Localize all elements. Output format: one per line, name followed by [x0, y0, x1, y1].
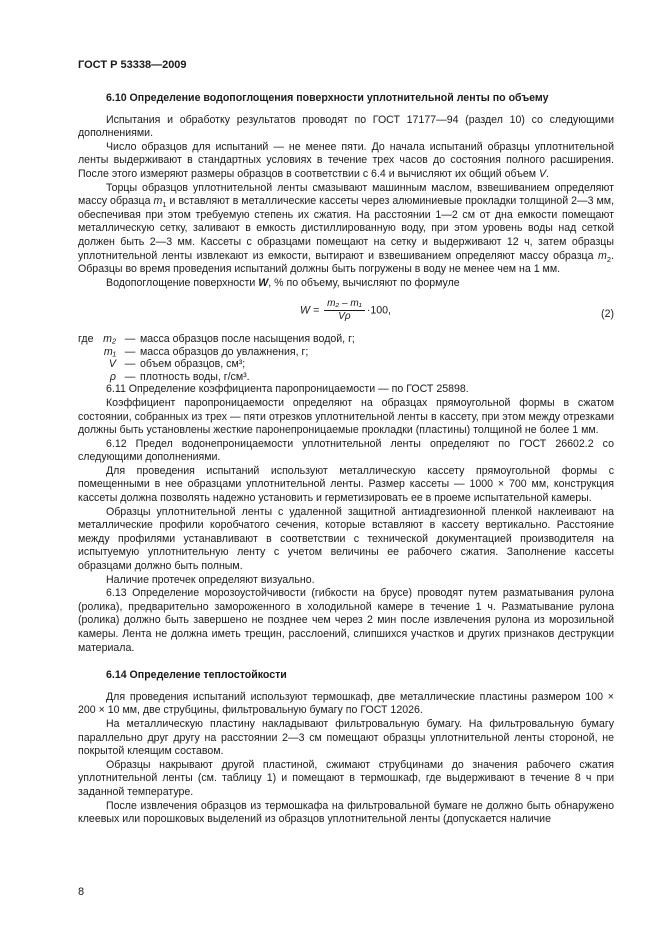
- paragraph: Торцы образцов уплотнительной ленты смазывают машинным маслом, взвешиванием определяют массу образца $m_1$ и вставляют в металлические кассеты через алюминиевые прокладки толщиной 2—3 мм, обеспечивая при этом требуемую степень их сжатия. На расстоянии 1—2 см от дна емкости помещают металлическую сетку, заливают в емкость дистиллированную воду, при этом уровень воды над сеткой должен быть 2—3 мм. Кассеты с образцами помещают на сетку и выдерживают 12 ч, затем образцы уплотнительной ленты извлекают из емкости, вытирают и взвешиванием определяют массу образца $m_2$. Образцы во время проведения испытаний должны быть погружены в воду не менее чем на 1 мм.: [78, 181, 615, 276]
- paragraph: Для проведения испытаний используют термошкаф, две металлические пластины размером 100 × 200 × 10 мм, две струбцины, фильтровальную бумагу по ГОСТ 12026.: [78, 690, 614, 717]
- formula-legend: где m₂ — масса образцов после насыщения водой, г; m₁ — масса образцов до увлажнения, г; V — объем образцов, см³; ρ — плотность воды, г/см³.: [78, 333, 355, 383]
- page-number: 8: [78, 886, 85, 898]
- paragraph: Число образцов для испытаний — не менее пяти. До начала испытаний образцы уплотнительной ленты выдерживают в стандартных условиях в течение трех часов до состояния полного расширения. После этого измеряют размеры образцов в соответствии с 6.4 и вычисляют их общий объем V.: [78, 140, 614, 180]
- section-heading-6-14: 6.14 Определение теплостойкости: [106, 669, 287, 682]
- document-body: [78, 92, 614, 827]
- formula-expression: W = $\frac{\text{m₂ – m₁}}{V\rho}$ ·100,: [300, 298, 391, 323]
- section-heading-6-10: 6.10 Определение водопоглощения поверхности уплотнительной ленты по объему: [106, 92, 549, 104]
- formula-number: (2): [601, 308, 614, 321]
- paragraph: 6.13 Определение морозоустойчивости (гибкости на брусе) проводят путем разматывания рулона (ролика), предварительно замороженного в холодильной камере в течение 1 ч. Разматывание рулона (ролика) должно быть завершено не позднее чем через 2 мин после извлечения рулона из морозильной камеры. Лента не должна иметь трещин, расслоений, слипшихся участков и других признаков деструкции материала.: [78, 587, 614, 654]
- document-id: ГОСТ Р 53338—2009: [78, 59, 187, 71]
- paragraph: Водопоглощение поверхности W, % по объему, вычисляют по формуле: [106, 276, 460, 289]
- paragraph: Образцы накрывают другой пластиной, сжимают струбцинами до значения рабочего сжатия уплотнительной ленты (см. таблицу 1) и помещают в термошкаф, где выдерживают в течение 8 ч при заданной температуре.: [78, 758, 614, 798]
- paragraph: 6.12 Предел водонепроницаемости уплотнительной ленты определяют по ГОСТ 26602.2 со следующими дополнениями.: [78, 437, 614, 464]
- paragraph: Наличие протечек определяют визуально.: [106, 573, 315, 586]
- paragraph: 6.11 Определение коэффициента паропроницаемости — по ГОСТ 25898.: [106, 383, 469, 396]
- formula-2: [78, 294, 614, 330]
- paragraph: На металлическую пластину накладывают фильтровальную бумагу. На фильтровальную бумагу параллельно друг другу на расстоянии 2—3 см помещают образцы уплотнительной ленты стороной, не покрытой клеящим составом.: [78, 717, 614, 758]
- paragraph: Для проведения испытаний используют металлическую кассету прямоугольной формы с помещенными в нее образцами уплотнительной ленты. Размер кассеты — 1000 × 700 мм, конструкция кассеты должна позволять надежно установить и герметизировать ее в проеме испытательной камеры.: [78, 464, 614, 505]
- paragraph: После извлечения образцов из термошкафа на фильтровальной бумаге не должно быть обнаружено клеевых или порошковых выделений из образцов уплотнительной ленты (допускается наличие: [78, 799, 614, 826]
- paragraph: Коэффициент паропроницаемости определяют на образцах прямоугольной формы в сжатом состоянии, собранных из трех — пяти отрезков уплотнительной ленты в кассету, при этом между отрезками должны быть установлены жесткие паронепроницаемые прокладки (пластины) толщиной не более 1 мм.: [78, 396, 614, 437]
- fraction: $\frac{\text{m₂ – m₁}}{V\rho}$: [324, 298, 365, 323]
- paragraph: Испытания и обработку результатов проводят по ГОСТ 17177—94 (раздел 10) со следующими дополнениями.: [78, 113, 614, 140]
- paragraph: Образцы уплотнительной ленты с удаленной защитной антиадгезионной пленкой наклеивают на металлические профили коробчатого сечения, которые вставляют в кассету вертикально. Расстояние между профилями устанавливают в соответствии с технической документацией производителя на испытуемую уплотнительную ленту с учетом величины ее рабочего сжатия. Заполнение кассеты образцами должно быть полным.: [78, 505, 614, 573]
